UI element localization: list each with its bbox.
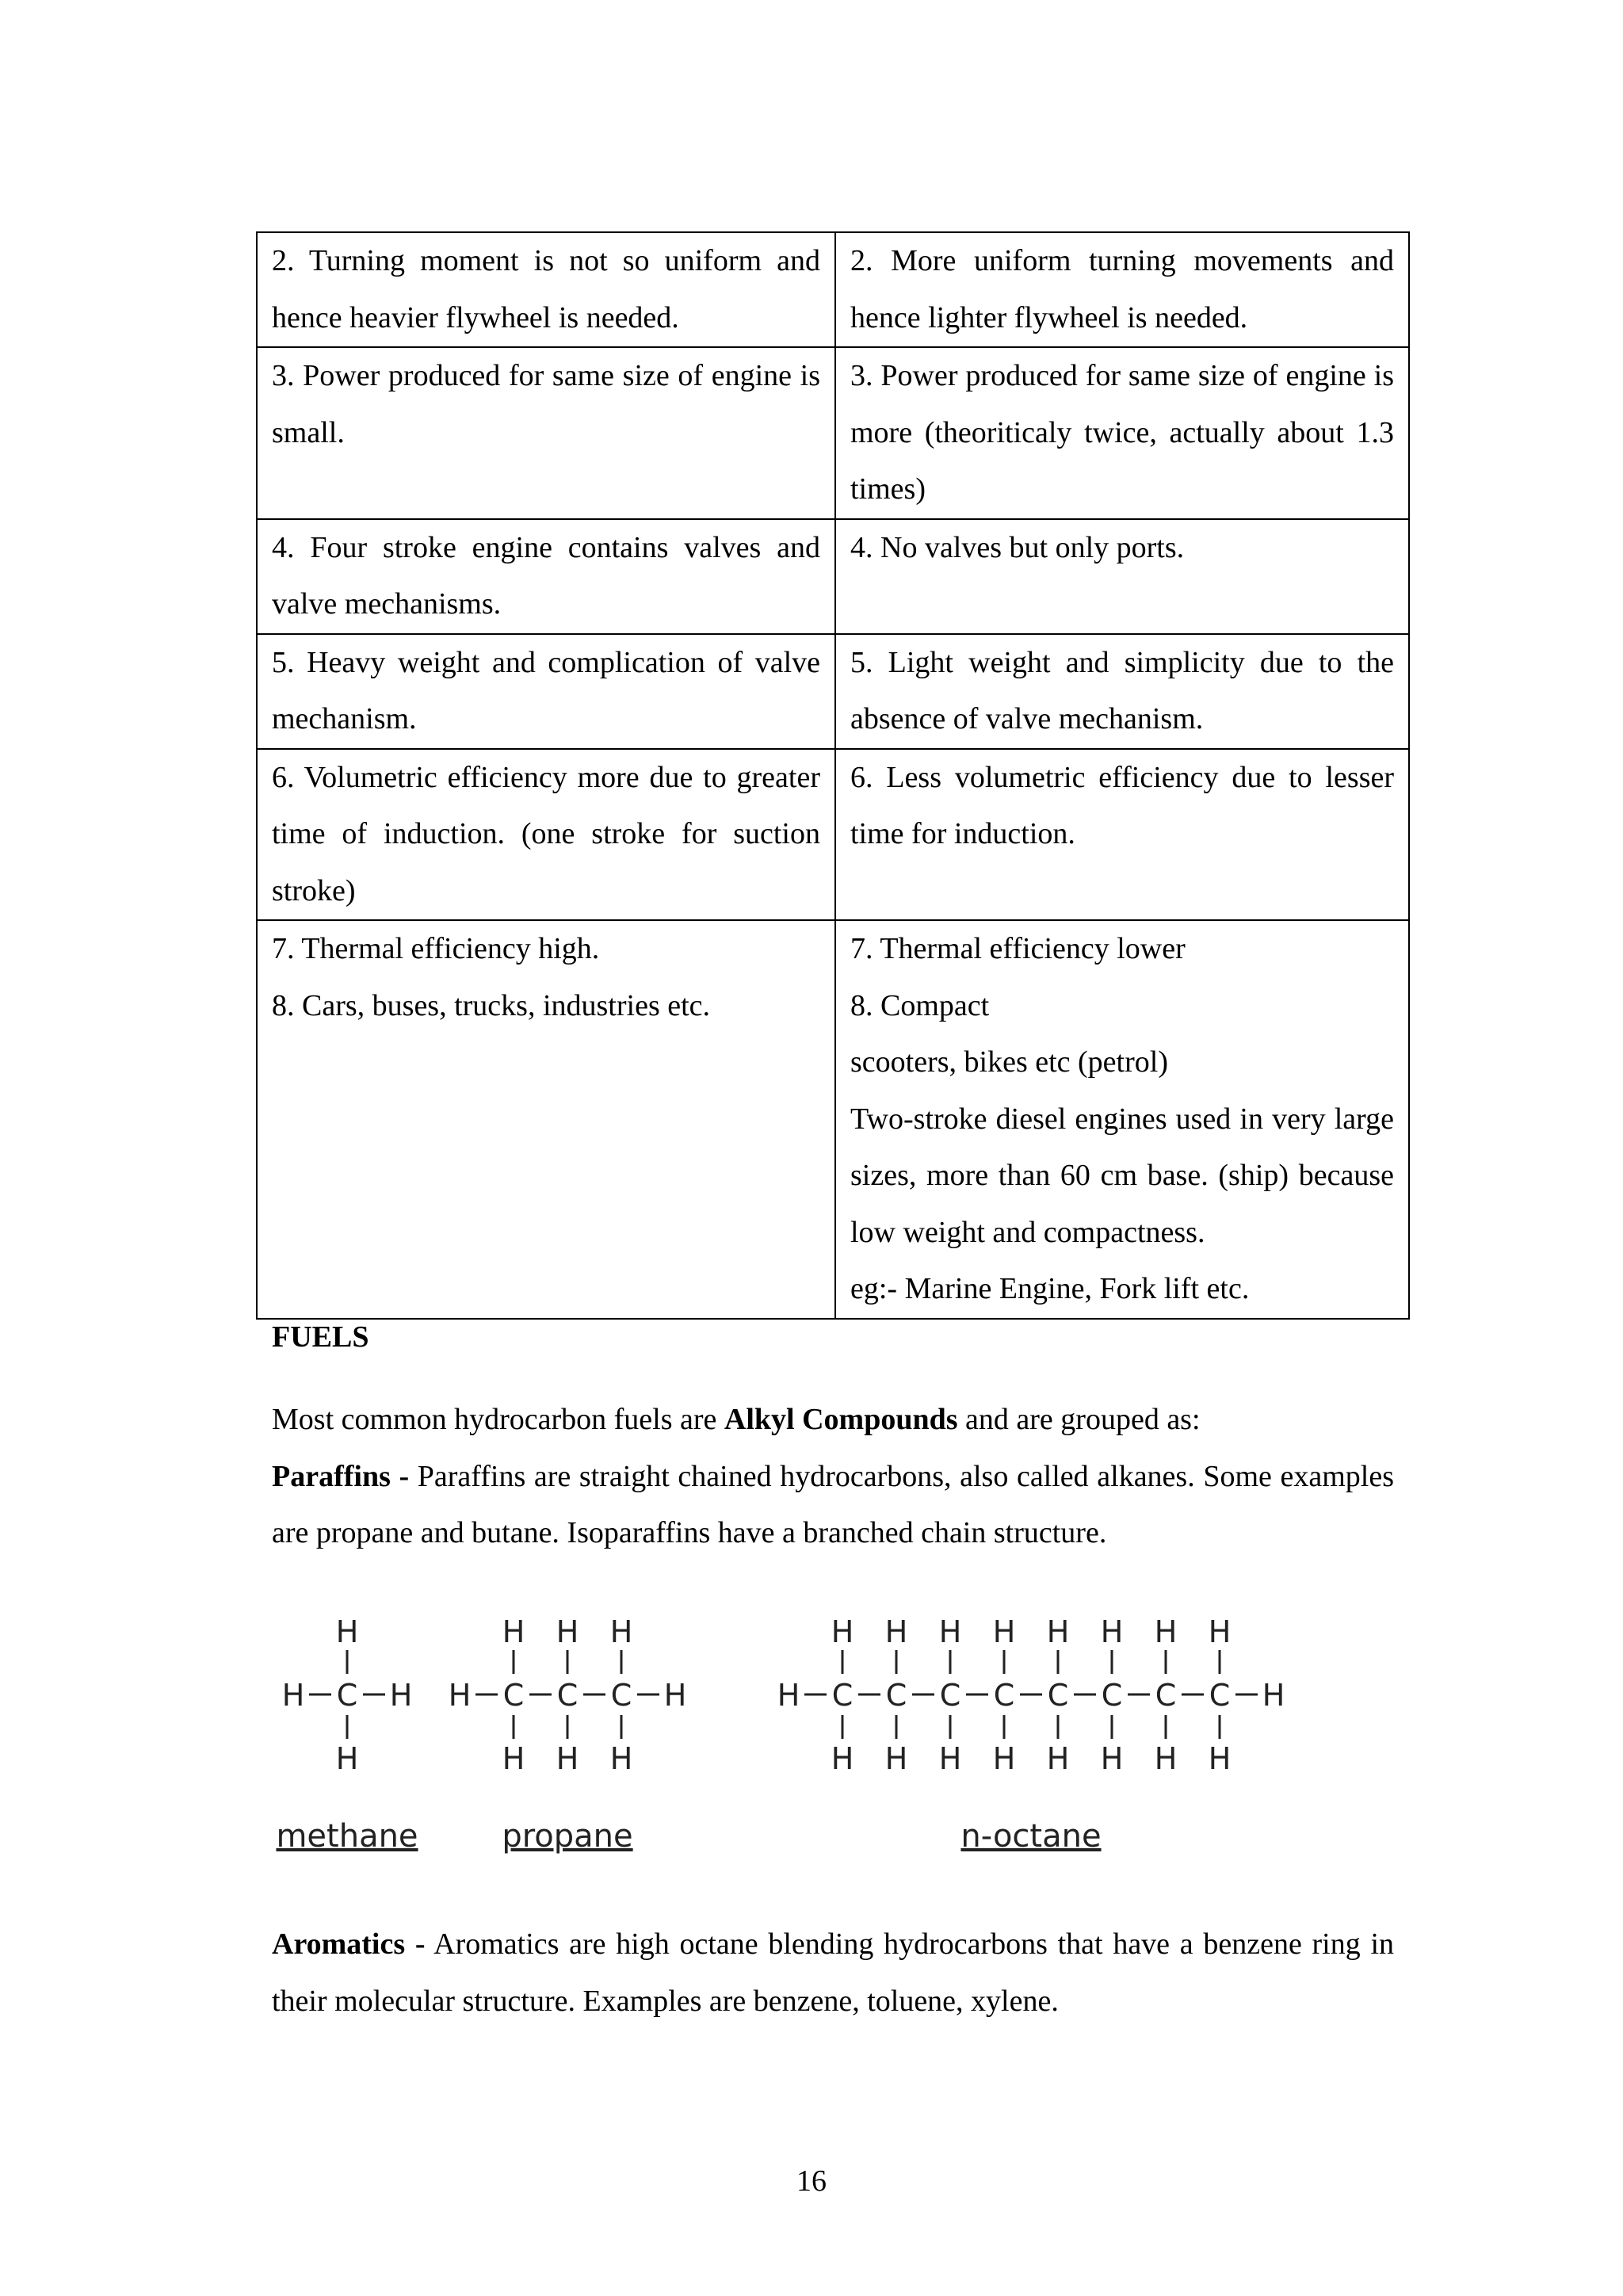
fuels-heading: FUELS [272,1320,369,1354]
hydrogen-atom: H [609,1741,633,1776]
hydrogen-atom: H [1154,1741,1178,1776]
carbon-atom: C [939,1678,961,1713]
four-stroke-cell [257,232,835,347]
carbon-atom: C [1155,1678,1177,1713]
four-stroke-cell [257,519,835,634]
hydrogen-atom: H [884,1614,908,1649]
four-stroke-cell [257,920,835,1319]
hydrogen-atom: H [502,1614,525,1649]
cell-text: 6. Volumetric efficiency more due to greater time of induction. (one stroke for suction stroke) [272,760,820,907]
carbon-atom: C [1047,1678,1069,1713]
table-row [257,920,1409,1319]
carbon-atom: C [831,1678,854,1713]
two-stroke-cell [835,347,1409,519]
aromatics-paragraph [272,1916,1394,2030]
hydrogen-atom: H [335,1741,359,1776]
cell-text: 5. Heavy weight and complication of valve mechanism. [272,645,820,735]
cell-text: 5. Light weight and simplicity due to the absence of valve mechanism. [850,645,1394,735]
molecule-name-label: methane [276,1818,418,1855]
molecule-name-label: n-octane [960,1818,1102,1855]
table-row [257,347,1409,519]
paraffins-term: Paraffins - [272,1459,410,1493]
cell-text: 4. Four stroke engine contains valves and valve mechanisms. [272,530,820,621]
hydrogen-atom: H [609,1614,633,1649]
intro-text-post: and are grouped as: [957,1403,1201,1436]
cell-text: 8. Cars, buses, trucks, industries etc. [272,988,711,1022]
hydrogen-atom: H [1154,1614,1178,1649]
carbon-atom: C [502,1678,525,1713]
cell-text: 6. Less volumetric efficiency due to lesser time for induction. [850,760,1394,850]
carbon-atom: C [336,1678,358,1713]
hydrogen-atom: H [1046,1741,1070,1776]
two-stroke-cell [835,634,1409,749]
cell-text: 3. Power produced for same size of engine is more (theoriticaly twice, actually about 1.3 times) [850,359,1394,506]
table-row [257,749,1409,921]
hydrogen-atom: H [389,1678,413,1713]
hydrogen-atom: H [992,1614,1016,1649]
table-row [257,634,1409,749]
cell-text: eg:- Marine Engine, Fork lift etc. [850,1272,1250,1305]
alkane-structure-diagram [269,1585,1331,1886]
page-number: 16 [796,2164,827,2198]
hydrogen-atom: H [281,1678,305,1713]
alkyl-compounds-term: Alkyl Compounds [724,1403,958,1436]
hydrogen-atom: H [938,1614,962,1649]
comparison-table-body [257,232,1409,1319]
comparison-table [256,231,1410,1320]
aromatics-description: Aromatics are high octane blending hydrocarbons that have a benzene ring in their molecular structure. Examples are benzene, toluene, xylene. [272,1927,1395,2018]
molecule-name-label: propane [502,1818,633,1855]
hydrogen-atom: H [777,1678,800,1713]
table-row [257,232,1409,347]
carbon-atom: C [1101,1678,1123,1713]
hydrogen-atom: H [1100,1614,1124,1649]
cell-text: 3. Power produced for same size of engine is small. [272,359,820,449]
two-stroke-cell [835,232,1409,347]
hydrogen-atom: H [1262,1678,1285,1713]
comparison-table-wrapper [256,231,1410,1320]
hydrogen-atom: H [1100,1741,1124,1776]
hydrogen-atom: H [831,1741,854,1776]
four-stroke-cell [257,749,835,921]
cell-text: 2. Turning moment is not so uniform and hence heavier flywheel is needed. [272,244,820,334]
two-stroke-cell [835,749,1409,921]
hydrogen-atom: H [831,1614,854,1649]
carbon-atom: C [993,1678,1015,1713]
intro-text-pre: Most common hydrocarbon fuels are [272,1403,724,1436]
four-stroke-cell [257,634,835,749]
cell-text: 2. More uniform turning movements and hence lighter flywheel is needed. [850,244,1394,334]
hydrogen-atom: H [556,1741,579,1776]
carbon-atom: C [885,1678,907,1713]
carbon-atom: C [1209,1678,1231,1713]
carbon-atom: C [610,1678,632,1713]
hydrogen-atom: H [938,1741,962,1776]
hydrogen-atom: H [335,1614,359,1649]
fuels-intro [272,1392,1394,1562]
hydrogen-atom: H [1208,1614,1232,1649]
cell-text: 4. No valves but only ports. [850,530,1185,564]
hydrogen-atom: H [992,1741,1016,1776]
cell-text: Two-stroke diesel engines used in very large sizes, more than 60 cm base. (ship) because low weight and compactness. [850,1102,1394,1249]
two-stroke-cell [835,519,1409,634]
hydrogen-atom: H [556,1614,579,1649]
table-row [257,519,1409,634]
four-stroke-cell [257,347,835,519]
hydrogen-atom: H [1208,1741,1232,1776]
two-stroke-cell [835,920,1409,1319]
cell-text: 7. Thermal efficiency lower [850,932,1186,965]
hydrogen-atom: H [884,1741,908,1776]
hydrogen-atom: H [448,1678,472,1713]
carbon-atom: C [556,1678,579,1713]
cell-text: scooters, bikes etc (petrol) [850,1045,1168,1079]
paraffins-description: Paraffins are straight chained hydrocarbons, also called alkanes. Some examples are propane and butane. Isoparaffins have a branched chain structure. [272,1459,1394,1549]
hydrogen-atom: H [663,1678,687,1713]
aromatics-term: Aromatics - [272,1927,426,1961]
cell-text: 7. Thermal efficiency high. [272,932,600,965]
hydrogen-atom: H [1046,1614,1070,1649]
cell-text: 8. Compact [850,988,990,1022]
hydrogen-atom: H [502,1741,525,1776]
